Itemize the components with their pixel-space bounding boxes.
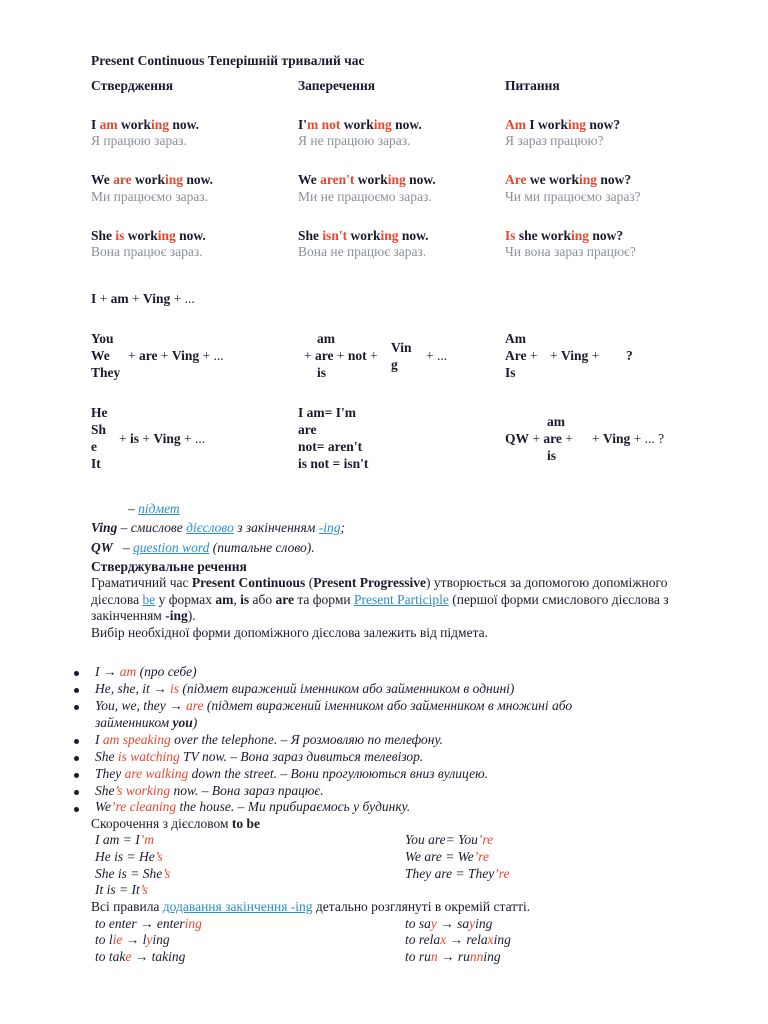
text: are (186, 698, 204, 713)
text: We are = We (405, 849, 474, 864)
bullet-item-2 (95, 681, 514, 697)
text: I am = I (95, 832, 140, 847)
text: you (172, 715, 193, 730)
text: (першої форми смислового дієслова з закінченням (91, 591, 669, 623)
aux-verb: are (113, 172, 132, 187)
text: ) утворюється за допомогою допоміжного дієслова (91, 575, 668, 607)
bullet-item-1 (95, 664, 197, 680)
aux-verb: Am (505, 117, 526, 132)
aux-verb: Are (505, 172, 527, 187)
bullet-item-5 (95, 749, 423, 765)
contraction-isnt: is not = isn't (298, 456, 369, 471)
text: over the telephone. – Я розмовляю по телефону. (170, 732, 444, 747)
page-title: Present Continuous Теперішній тривалий час (91, 53, 365, 68)
text: ’m (139, 832, 154, 847)
translation-neg-3: Вона не працює зараз. (298, 244, 427, 259)
formula-are (128, 348, 224, 364)
text: ’re cleaning (111, 799, 177, 814)
text: ; (340, 520, 346, 535)
text: ’re (473, 849, 489, 864)
text: ing (475, 916, 493, 931)
text: ’s (162, 866, 171, 881)
text: now. (391, 117, 422, 132)
bullet-dot (74, 688, 79, 693)
qw-aux-is: is (547, 448, 557, 463)
example-neg-2 (298, 172, 436, 188)
text: She is = She (95, 866, 163, 881)
text: + (96, 291, 111, 306)
text: ’s (139, 882, 148, 897)
text: + (333, 348, 348, 363)
text: we work (526, 172, 579, 187)
text: work (117, 117, 152, 132)
text: + (139, 431, 154, 446)
text: -ing (165, 608, 188, 623)
formula-i-am (91, 291, 195, 307)
text: Граматичний час (91, 575, 192, 590)
text: They are = They (405, 866, 495, 881)
text: + (366, 348, 378, 363)
text: x (440, 932, 447, 947)
aux-verb: is (115, 228, 125, 243)
ing-example-relax (405, 932, 511, 948)
text: ’s (154, 849, 163, 864)
text: + (526, 348, 538, 363)
contraction-it-is (95, 882, 148, 898)
q-mark: ? (626, 348, 633, 363)
text: Are (505, 348, 527, 363)
text: ’re (477, 832, 494, 847)
text: I work (526, 117, 569, 132)
aux-verb: m not (307, 117, 341, 132)
text: I (91, 117, 100, 132)
bullet-dot (74, 756, 79, 761)
text: the house. – Ми прибираємось у будинку. (176, 799, 411, 814)
pronoun-he: He (91, 405, 108, 420)
text: I → (95, 664, 120, 679)
text: ie (112, 932, 123, 947)
text: I (91, 291, 97, 306)
text: детально розглянуті в окремій статті. (312, 899, 531, 914)
text: e (125, 949, 132, 964)
text: now. (169, 117, 200, 132)
text: now. (183, 172, 214, 187)
text: now? (597, 172, 632, 187)
pronoun-you: You (91, 331, 114, 346)
example-quest-2 (505, 172, 631, 188)
bullet-dot (74, 671, 79, 676)
text: n (430, 949, 438, 964)
text: to enter → enter (95, 916, 185, 931)
q-aux-am: Am (505, 331, 526, 346)
ing-ending: ing (157, 228, 176, 243)
text: + (157, 348, 172, 363)
bullet-item-7 (95, 783, 324, 799)
text: ). (187, 608, 196, 623)
bullet-item-3 (95, 698, 572, 714)
ing-example-enter (95, 916, 202, 932)
contraction-are: are (298, 422, 317, 437)
text: now. (405, 172, 436, 187)
text: work (131, 172, 165, 187)
text: → sa (436, 916, 470, 931)
text: – смислове (117, 520, 187, 535)
text: Ving (603, 431, 631, 446)
text: to l (95, 932, 113, 947)
text: are (315, 348, 334, 363)
ing-ending: ing (373, 117, 392, 132)
text: + (529, 431, 544, 446)
aux-verb: am (99, 117, 118, 132)
example-quest-3 (505, 228, 623, 244)
qw-aux-am: am (547, 414, 565, 429)
present-participle-link[interactable]: Present Participle (353, 591, 449, 607)
example-affirm-3 (91, 228, 206, 244)
text: + ... (199, 348, 224, 363)
translation-neg-1: Я не працюю зараз. (298, 133, 411, 148)
text: y (469, 916, 476, 931)
text: are (543, 431, 562, 446)
pronoun-she-b: e (91, 439, 97, 454)
text: is (170, 681, 180, 696)
header-question: Питання (505, 78, 560, 93)
text: x (487, 932, 494, 947)
subject-link[interactable]: підмет (138, 501, 180, 516)
text: She (95, 783, 115, 798)
legend-qw (91, 540, 315, 556)
text: is watching (117, 749, 180, 764)
ing-ending: ing (579, 172, 598, 187)
text: + ... (170, 291, 195, 306)
neg-aux-am: am (317, 331, 335, 346)
ing-example-take (95, 949, 185, 965)
text: We (298, 172, 321, 187)
text: Ving (561, 348, 589, 363)
text: Вибір необхідної форми допоміжного дієслова залежить від підмета. (91, 624, 488, 640)
text: are walking (124, 766, 189, 781)
text: + (588, 348, 600, 363)
text: I (95, 732, 103, 747)
contraction-they-are (405, 866, 509, 882)
text: now. – Вона зараз працює. (170, 783, 324, 798)
ing-example-run (405, 949, 501, 965)
text: Ving (143, 291, 171, 306)
text: I' (298, 117, 308, 132)
text: is (130, 431, 140, 446)
text: ) (192, 715, 198, 730)
bullet-dot (74, 705, 79, 710)
text: We (95, 799, 111, 814)
ing-ending: ing (165, 172, 184, 187)
bullet-dot (74, 807, 79, 812)
text: займенником (95, 715, 173, 730)
aux-verb: Is (505, 228, 516, 243)
text: (підмет виражений іменником або займенником в однині) (179, 681, 515, 696)
translation-affirm-2: Ми працюємо зараз. (91, 189, 209, 204)
text: + (128, 348, 139, 363)
text: He is = He (95, 849, 155, 864)
formula-is (119, 431, 205, 447)
text: Ving (91, 520, 118, 535)
text: + (304, 348, 315, 363)
text: – (112, 540, 134, 555)
text: Present Continuous (191, 575, 306, 590)
text: та форми (293, 591, 354, 607)
grammar-paragraph (91, 575, 711, 641)
text: з закінченням (233, 520, 319, 535)
bullet-item-4 (95, 732, 443, 748)
text: She (95, 749, 118, 764)
text: am (119, 664, 137, 679)
text: to ru (405, 949, 431, 964)
text: work (340, 117, 374, 132)
header-affirmative: Ствердження (91, 78, 174, 93)
text: (підмет виражений іменником або займенником в множині або (203, 698, 573, 713)
text: She (298, 228, 323, 243)
text: she work (515, 228, 572, 243)
text: You are= You (405, 832, 478, 847)
pronoun-they: They (91, 365, 121, 380)
legend-ving (91, 520, 345, 536)
text: ing (493, 932, 511, 947)
text: або (249, 591, 276, 607)
text: down the street. – Вони прогулюються вниз вулицею. (188, 766, 488, 781)
aux-verb: aren't (320, 172, 355, 187)
bullet-item-6 (95, 766, 488, 782)
neg-formula-end: + ... (426, 348, 448, 363)
text: work (347, 228, 381, 243)
text: now. (398, 228, 429, 243)
pronoun-she-a: Sh (91, 422, 107, 437)
text: Present Progressive (313, 575, 427, 590)
ing-link[interactable]: -ing (318, 520, 341, 535)
bullet-dot (74, 790, 79, 795)
example-quest-1 (505, 117, 620, 133)
ing-ending: ing (568, 117, 587, 132)
text: now? (589, 228, 624, 243)
text: → rela (446, 932, 488, 947)
legend-subject (128, 501, 180, 517)
bullet-dot (74, 739, 79, 744)
contractions-title (91, 816, 260, 832)
section-title: Стверджувальне речення (91, 559, 247, 574)
pronoun-we: We (91, 348, 110, 363)
text: nn (469, 949, 484, 964)
contraction-you-are (405, 832, 493, 848)
qw-formula (505, 431, 573, 447)
example-affirm-2 (91, 172, 213, 188)
text: + ... (180, 431, 206, 446)
text: TV now. – Вона зараз дивиться телевізор. (179, 749, 424, 764)
text: y (146, 932, 153, 947)
text: → l (122, 932, 147, 947)
text: He, she, it → (95, 681, 170, 696)
ving-split-top: Vin (391, 340, 412, 355)
text: to sa (405, 916, 431, 931)
text: to be (231, 816, 261, 831)
header-negative: Заперечення (298, 78, 376, 93)
text: + (592, 431, 603, 446)
contraction-she-is (95, 866, 170, 882)
text: → ru (437, 949, 470, 964)
text: work (354, 172, 388, 187)
text: am (110, 291, 129, 306)
text: We (91, 172, 114, 187)
ing-ending: ing (571, 228, 590, 243)
text: + (550, 348, 561, 363)
ing-example-lie (95, 932, 170, 948)
contraction-arent: not= aren't (298, 439, 363, 454)
text: to tak (95, 949, 126, 964)
text: She (91, 228, 116, 243)
q-formula (550, 348, 599, 364)
text: ’re (494, 866, 510, 881)
text: Всі правила (91, 899, 163, 914)
text: y (430, 916, 437, 931)
rules-line (91, 899, 530, 915)
text: am speaking (102, 732, 171, 747)
text: у формах (155, 591, 216, 607)
text: Ving (153, 431, 181, 446)
contraction-we-are (405, 849, 489, 865)
text: They (95, 766, 125, 781)
contraction-im: I am= I'm (298, 405, 356, 420)
translation-affirm-3: Вона працює зараз. (91, 244, 203, 259)
verb-link[interactable]: дієслово (186, 520, 234, 535)
example-neg-3 (298, 228, 429, 244)
contraction-he-is (95, 849, 163, 865)
text: ing (168, 949, 186, 964)
text: am (215, 591, 234, 607)
ing-rules-link[interactable]: додавання закінчення -ing (162, 899, 313, 914)
text: ing (483, 949, 501, 964)
ving-split-bottom: g (391, 357, 398, 372)
text: (про себе) (136, 664, 197, 679)
text: ing (184, 916, 202, 931)
text: It is = It (95, 882, 140, 897)
text: are (275, 591, 294, 607)
ing-example-say (405, 916, 492, 932)
q-aux-is: Is (505, 365, 516, 380)
text: ing (152, 932, 170, 947)
text: work (124, 228, 158, 243)
text: now? (586, 117, 621, 132)
text: You, we, they → (95, 698, 186, 713)
text: – (128, 501, 139, 516)
ing-ending: ing (380, 228, 399, 243)
text: → tak (131, 949, 169, 964)
pronoun-it: It (91, 456, 101, 471)
neg-aux-is: is (317, 365, 327, 380)
text: + (561, 431, 573, 446)
text: Скорочення з дієсловом (91, 816, 232, 831)
text: ’s working (114, 783, 171, 798)
translation-affirm-1: Я працюю зараз. (91, 133, 187, 148)
neg-formula (304, 348, 378, 364)
text: ( (305, 575, 314, 590)
text: are (139, 348, 158, 363)
text: Ving (171, 348, 200, 363)
text: + (128, 291, 144, 306)
ing-ending: ing (387, 172, 406, 187)
bullet-dot (74, 773, 79, 778)
example-neg-1 (298, 117, 422, 133)
contraction-i-am (95, 832, 154, 848)
text: + ... ? (630, 431, 665, 446)
text: (питальне слово). (209, 540, 315, 555)
text: is (240, 591, 250, 607)
bullet-item-8 (95, 799, 410, 815)
question-word-link[interactable]: question word (133, 540, 210, 555)
translation-quest-1: Я зараз працюю? (505, 133, 604, 148)
aux-verb: isn't (322, 228, 348, 243)
text: not (347, 348, 367, 363)
example-affirm-1 (91, 117, 199, 133)
text: QW (91, 540, 113, 555)
be-link[interactable]: be (142, 591, 156, 607)
text: now. (175, 228, 206, 243)
bullet-item-3-cont (95, 715, 197, 731)
translation-quest-3: Чи вона зараз працює? (505, 244, 636, 259)
text: QW (505, 431, 530, 446)
translation-neg-2: Ми не працюємо зараз. (298, 189, 432, 204)
text: , (233, 591, 241, 607)
q-aux-are (505, 348, 538, 364)
translation-quest-2: Чи ми працюємо зараз? (505, 189, 641, 204)
ing-ending: ing (151, 117, 170, 132)
text: to rela (405, 932, 441, 947)
qw-formula-end (592, 431, 664, 447)
text: + (119, 431, 130, 446)
